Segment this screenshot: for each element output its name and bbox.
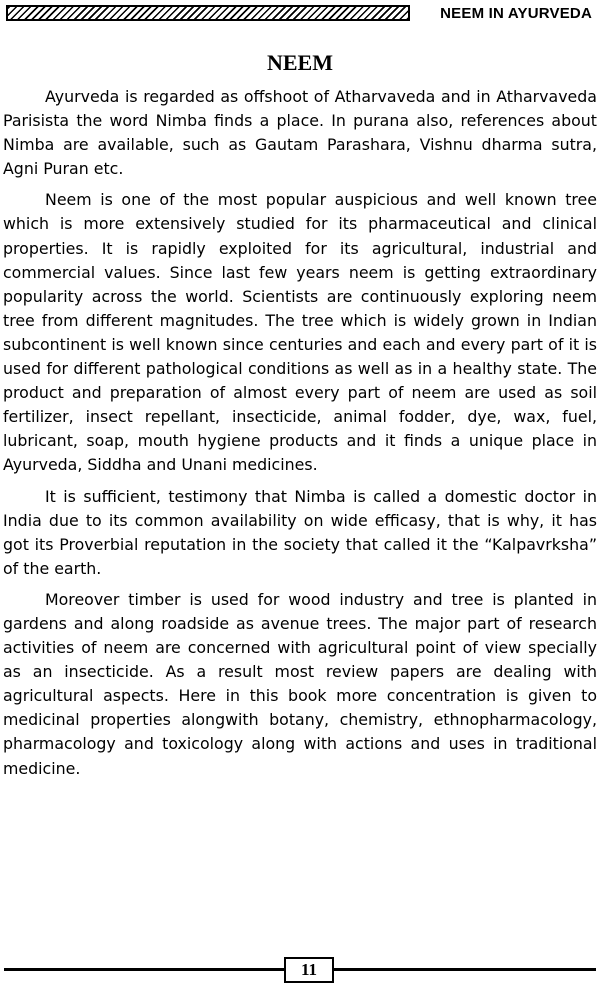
footer-rule-right — [334, 968, 596, 971]
paragraph-3: It is sufficient, testimony that Nimba is called a domestic doctor in India due to its common availability on wide efficasy, that is why, it has got its Proverbial reputation in the society that called it the “Kalpavrksha” of the earth. — [3, 486, 597, 578]
running-header — [6, 4, 594, 24]
footer-rule-left — [4, 968, 286, 971]
header-hatch-bar — [6, 5, 410, 21]
page-title: NEEM — [267, 50, 333, 75]
paragraph-4: Moreover timber is used for wood industry and tree is planted in gardens and along roadside as avenue trees. The major part of research activities of neem are concerned with agricultural point of view specially as an insecticide. As a result most review papers are dealing with agricultural aspects. Here in this book more concentration is given to medicinal properties alongwith botany, chemistry, ethnopharmacology, pharmacology and toxicology along with actions and uses in traditional medicine. — [3, 589, 597, 778]
body-text — [3, 85, 597, 788]
header-title: NEEM IN AYURVEDA — [440, 5, 592, 22]
paragraph-2: Neem is one of the most popular auspicious and well known tree which is more extensively studied for its pharmaceutical and clinical properties. It is rapidly exploited for its agricultural, industrial and commercial values. Since last few years neem is getting extraordinary popularity across the world. Scientists are continuously exploring neem tree from different magnitudes. The tree which is widely grown in Indian subcontinent is well known since centuries and each and every part of it is used for different pathological conditions as well as in a healthy state. The product and preparation of almost every part of neem are used as soil fertilizer, insect repellant, insecticide, animal fodder, dye, wax, fuel, lubricant, soap, mouth hygiene products and it finds a unique place in Ayurveda, Siddha and Unani medicines. — [3, 190, 597, 475]
page-number: 11 — [284, 957, 334, 983]
paragraph-1: Ayurveda is regarded as offshoot of Atharvaveda and in Atharvaveda Parisista the word Nimba finds a place. In purana also, references about Nimba are available, such as Gautam Parashara, Vishnu dharma sutra, Agni Puran etc. — [3, 87, 597, 179]
